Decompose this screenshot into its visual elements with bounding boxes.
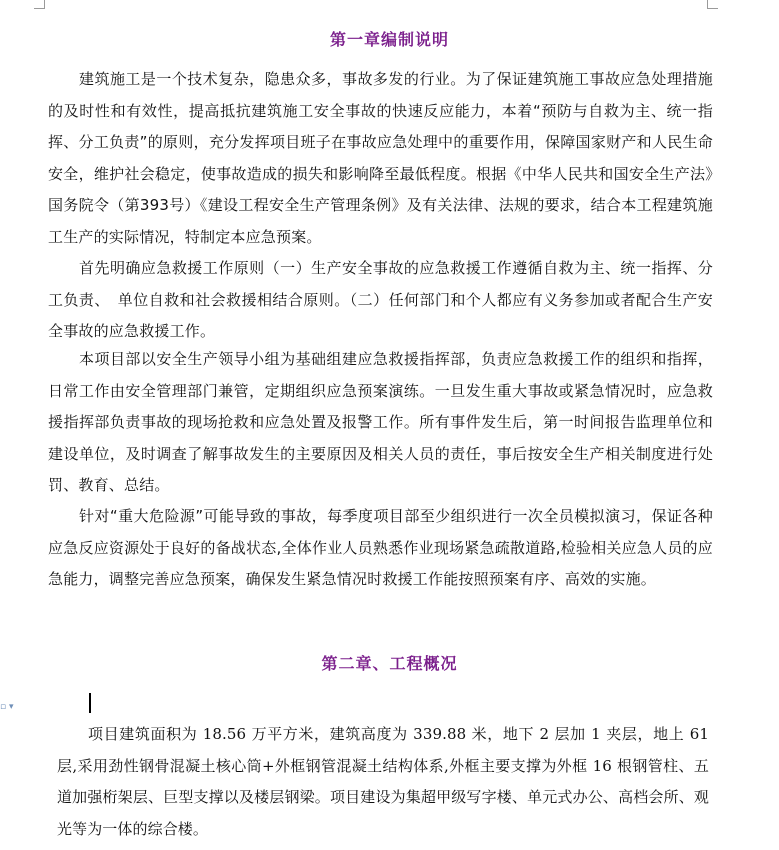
page-corner-mark-left [34, 0, 45, 9]
paragraph-marker-icon[interactable]: ▫ ▾ [0, 702, 14, 712]
chapter-1-title: 第一章编制说明 [329, 30, 449, 49]
chapter-2-paragraph-1: 项目建筑面积为 18.56 万平方米，建筑高度为 339.88 米，地下 2 层加 1 夹层，地上 61 层,采用劲性钢骨混凝土核心筒+外框钢管混凝土结构体系,外框主要支撑为外框 16 根钢管柱、五道加强桁架层、巨型支撑以及楼层钢梁。项目建设为集超甲级写字楼、单元式办公、高档会所、观光等为一体的综合楼。 [57, 725, 709, 838]
chapter-1-paragraph-2: 首先明确应急救援工作原则（一）生产安全事故的应急救援工作遵循自救为主、统一指挥、分工负责、 单位自救和社会救援相结合原则。（二）任何部门和个人都应有义务参加或者配合生产安全事故的应急救援工作。 [48, 259, 713, 341]
chapter-2-title: 第二章、工程概况 [321, 654, 458, 673]
text-cursor [89, 693, 91, 713]
page-corner-mark-right [707, 0, 718, 9]
chapter-1-paragraph-4: 针对“重大危险源”可能导致的事故，每季度项目部至少组织进行一次全员模拟演习，保证各种应急反应资源处于良好的备战状态,全体作业人员熟悉作业现场紧急疏散道路,检验相关应急人员的应急能力，调整完善应急预案，确保发生紧急情况时救援工作能按照预案有序、高效的实施。 [48, 507, 713, 589]
chapter-1-paragraph-3: 本项目部以安全生产领导小组为基础组建应急救援指挥部，负责应急救援工作的组织和指挥，日常工作由安全管理部门兼管，定期组织应急预案演练。一旦发生重大事故或紧急情况时，应急救援指挥部负责事故的现场抢救和应急处置及报警工作。所有事件发生后，第一时间报告监理单位和建设单位，及时调查了解事故发生的主要原因及相关人员的责任，事后按安全生产相关制度进行处罚、教育、总结。 [48, 350, 713, 495]
chapter-1-paragraph-1: 建筑施工是一个技术复杂，隐患众多，事故多发的行业。为了保证建筑施工事故应急处理措施的及时性和有效性，提高抵抗建筑施工安全事故的快速反应能力，本着“预防与自救为主、统一指挥、分工负责”的原则，充分发挥项目班子在事故应急处理中的重要作用，保障国家财产和人民生命安全，维护社会稳定，使事故造成的损失和影响降至最低程度。根据《中华人民共和国安全生产法》国务院令（第393号）《建设工程安全生产管理条例》及有关法律、法规的要求，结合本工程建筑施工生产的实际情况，特制定本应急预案。 [48, 70, 713, 246]
